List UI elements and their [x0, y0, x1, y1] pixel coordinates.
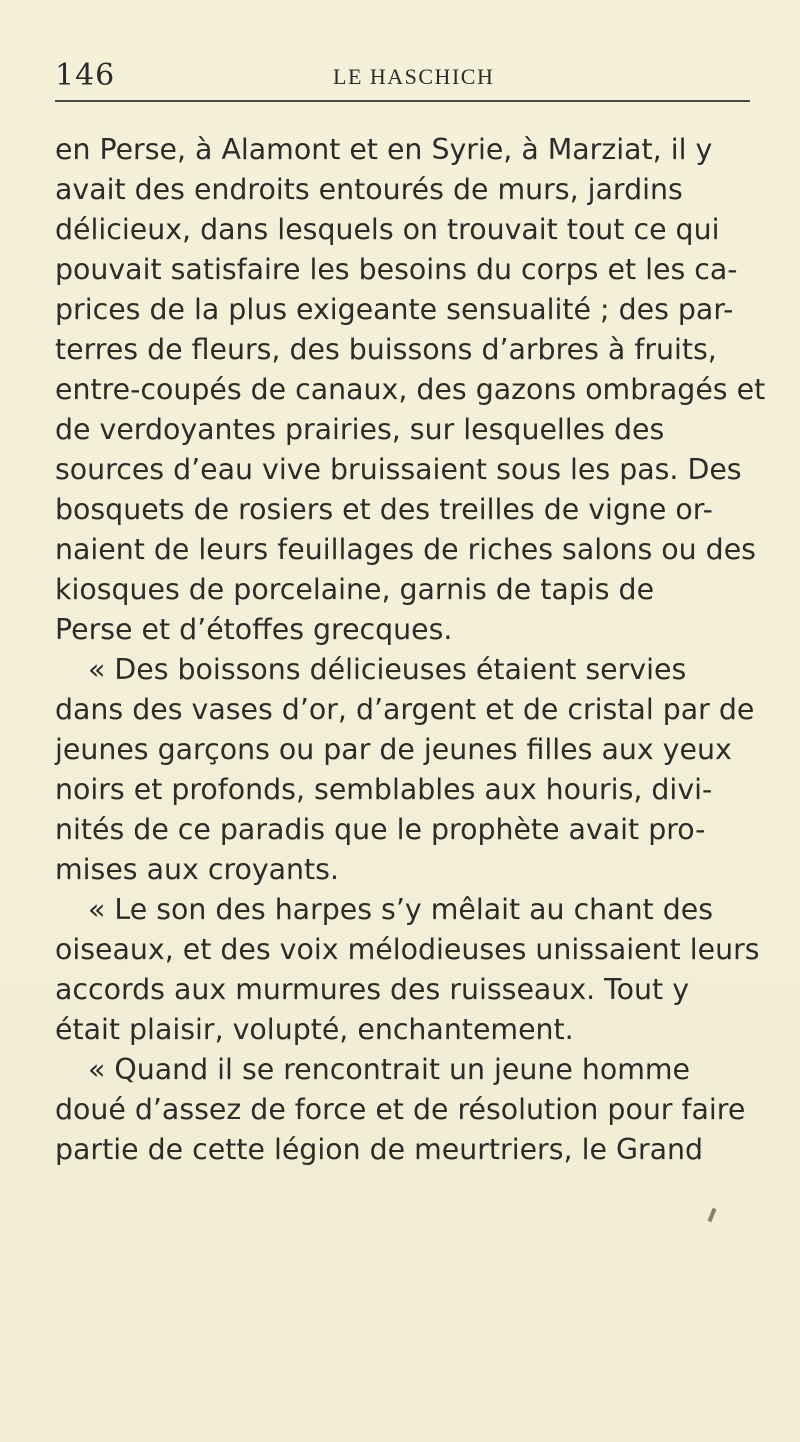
- text-line: jeunes garçons ou par de jeunes filles aux yeux: [55, 733, 732, 766]
- page-header: [55, 58, 750, 98]
- header-rule: [55, 100, 750, 102]
- text-line: noirs et profonds, semblables aux houris, divi-: [55, 773, 713, 806]
- text-line: naient de leurs feuillages de riches salons ou des: [55, 533, 756, 566]
- text-line: « Des boissons délicieuses étaient servies: [88, 653, 687, 686]
- text-line: nités de ce paradis que le prophète avait pro-: [55, 813, 706, 846]
- text-line: doué d’assez de force et de résolution pour faire: [55, 1093, 746, 1126]
- text-line: oiseaux, et des voix mélodieuses unissaient leurs: [55, 933, 760, 966]
- text-line: de verdoyantes prairies, sur lesquelles des: [55, 413, 665, 446]
- text-line: « Le son des harpes s’y mêlait au chant des: [88, 893, 713, 926]
- text-line: bosquets de rosiers et des treilles de vigne or-: [55, 493, 713, 526]
- text-line: « Quand il se rencontrait un jeune homme: [88, 1053, 690, 1086]
- text-line: pouvait satisfaire les besoins du corps et les ca-: [55, 253, 738, 286]
- text-line: kiosques de porcelaine, garnis de tapis de: [55, 573, 655, 606]
- text-line: entre-coupés de canaux, des gazons ombragés et: [55, 373, 766, 406]
- running-title: LE HASCHICH: [333, 64, 495, 89]
- page-number: 146: [55, 58, 116, 93]
- text-line: terres de fleurs, des buissons d’arbres à fruits,: [55, 333, 717, 366]
- text-line: était plaisir, volupté, enchantement.: [55, 1013, 574, 1046]
- text-line: dans des vases d’or, d’argent et de cristal par de: [55, 693, 755, 726]
- text-line: mises aux croyants.: [55, 853, 340, 886]
- text-line: avait des endroits entourés de murs, jardins: [55, 173, 683, 206]
- text-line: partie de cette légion de meurtriers, le Grand: [55, 1133, 704, 1166]
- text-line: accords aux murmures des ruisseaux. Tout y: [55, 973, 690, 1006]
- text-line: en Perse, à Alamont et en Syrie, à Marziat, il y: [55, 133, 713, 166]
- ink-mark: [708, 1208, 717, 1222]
- text-line: sources d’eau vive bruissaient sous les pas. Des: [55, 453, 742, 486]
- text-line: prices de la plus exigeante sensualité ; des par-: [55, 293, 734, 326]
- text-line: Perse et d’étoffes grecques.: [55, 613, 453, 646]
- text-line: délicieux, dans lesquels on trouvait tout ce qui: [55, 213, 720, 246]
